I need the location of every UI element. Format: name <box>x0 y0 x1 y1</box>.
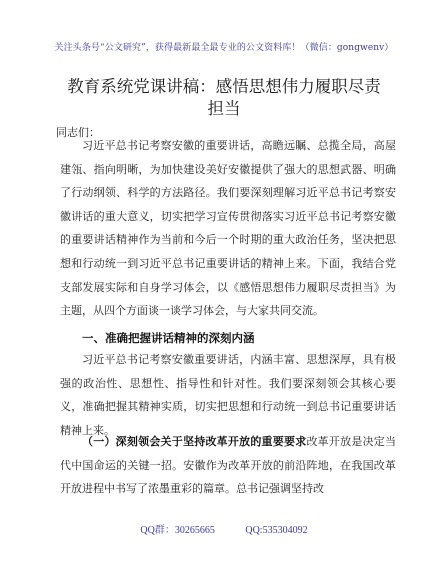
footer-qq: QQ:535304092 <box>245 525 308 536</box>
section-heading: 一、准确把握讲话精神的深刻内涵 <box>82 331 255 345</box>
document-title: 教育系统党课讲稿：感悟思想伟力履职尽责担当 <box>67 77 381 118</box>
subsection-heading: （一）深刻领会关于坚持改革开放的重要要求 <box>82 435 307 448</box>
paragraph-intro: 习近平总书记考察安徽的重要讲话，高瞻远瞩、总揽全局，高屋建瓴、指向明晰，为加快建设美好安徽提供了强大的思想武器、明确了行动纲领、科学的方法路径。我们要深刻理解习近平总书记考察安徽讲话的重大意义，切实把学习宣传贯彻落实习近平总书记考察安徽的重要讲话精神作为当前和今后一个时期的重大政治任务，坚决把思想和行动统一到习近平总书记重要讲话的精神上来。下面，我结合党支部发展实际和自身学习体会，以《感悟思想伟力履职尽责担当》为主题，从四个方面谈一谈学习体会，与大家共同交流。 <box>60 139 396 318</box>
salutation: 同志们： <box>56 126 100 139</box>
footer-qq-group: QQ群：30265665 <box>140 525 215 536</box>
subsection-text: 改革开放是决定当代中国命运的关键一招。安徽作为改革开放的前沿阵地，在我国改革开放进程中书写了浓墨重彩的篇章。总书记强调坚持改 <box>60 435 397 496</box>
paragraph-section-1: 习近平总书记考察安徽重要讲话，内涵丰富、思想深厚，具有极强的政治性、思想性、指导性和针对性。我们要深刻领会其核心要义，准确把握其精神实质，切实把思想和行动统一到总书记重要讲话精神上来。 <box>60 353 396 437</box>
paragraph-subsection-1 <box>60 430 396 501</box>
footer <box>0 521 448 536</box>
header-note: 关注头条号“公文研究”，获得最新最全最专业的公文资料库！（微信：gongwenv） <box>54 43 394 53</box>
